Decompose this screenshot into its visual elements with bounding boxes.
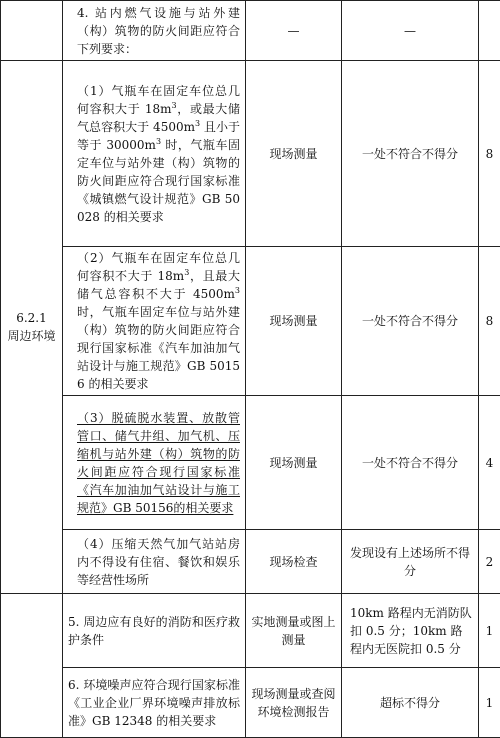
score-cell [479,530,500,594]
score-text: 1 [486,624,494,638]
section-cell [1,61,63,594]
score-text: 8 [486,314,494,328]
table-row [1,1,500,61]
requirement-cell [63,396,246,530]
section-number: 6.2.1 [6,309,57,327]
section-title: 周边环境 [6,327,57,345]
score-text: 8 [486,147,494,161]
method-cell [246,61,342,247]
score-cell [479,594,500,668]
requirement-cell [63,668,246,738]
criterion-cell [342,396,479,530]
criterion-text: 超标不得分 [380,696,440,710]
method-text: 现场测量 [269,314,317,328]
requirement-cell [63,530,246,594]
table-row [1,594,500,668]
method-cell [246,1,342,61]
criterion-cell [342,668,479,738]
criterion-text: 一处不符合不得分 [362,314,458,328]
method-text: 现场测量 [269,147,317,161]
requirement-text: 5. 周边应有良好的消防和医疗救护条件 [68,615,240,647]
method-cell [246,247,342,396]
criterion-text: 10km 路程内无消防队扣 0.5 分；10km 路程内无医院扣 0.5 分 [350,606,472,656]
score-cell [479,1,500,61]
method-text: 现场检查 [269,555,317,569]
score-cell [479,668,500,738]
criterion-cell [342,1,479,61]
method-cell [246,668,342,738]
table-row [1,396,500,530]
criterion-text: — [404,24,416,38]
requirement-cell [63,247,246,396]
method-text: 现场测量或查阅环境检测报告 [251,687,335,719]
criterion-cell [342,247,479,396]
requirement-text: （2）气瓶车在固定车位总几何容积不大于 $18m^3$，且最大储气总容积不大于 $4500m^3$ 时，气瓶车固定车位与站外建（构）筑物的防火间距应符合现行国家标准《汽车加油加气站设计与施工规范》GB 50156 的相关要求 [77,251,240,391]
criterion-text: 发现设有上述场所不得分 [350,546,470,578]
score-text: 2 [486,555,494,569]
criterion-text: 一处不符合不得分 [362,147,458,161]
requirement-cell [63,61,246,247]
requirement-text: 6. 环境噪声应符合现行国家标准《工业企业厂界环境噪声排放标准》GB 12348 的相关要求 [68,678,240,728]
table-row [1,61,500,247]
requirement-text: （1）气瓶车在固定车位总几何容积大于 $18m^3$，或最大储气总容积大于 $4500m^3$ 且小于等于 $30000m^3$ 时，气瓶车固定车位与站外建（构）筑物的防火间距应符合现行国家标准《城镇燃气设计规范》GB 50028 的相关要求 [77,84,240,224]
requirement-text: 4. 站内燃气设施与站外建（构）筑物的防火间距应符合下列要求： [77,6,240,56]
requirement-text: （3）脱硫脱水装置、放散管管口、储气井组、加气机、压缩机与站外建（构）筑物的防火间距应符合现行国家标准《汽车加油加气站设计与施工规范》GB 50156的相关要求 [77,411,240,515]
method-cell [246,530,342,594]
requirement-text: （4）压缩天然气加气站站房内不得设有住宿、餐饮和娱乐等经营性场所 [77,537,240,587]
score-cell [479,247,500,396]
table-row [1,668,500,738]
score-text: 1 [486,696,494,710]
method-cell [246,594,342,668]
table-row [1,247,500,396]
method-cell [246,396,342,530]
score-text: 4 [486,456,494,470]
criterion-cell [342,594,479,668]
method-text: — [288,24,300,38]
section-cell-bottom [1,594,63,738]
score-cell [479,61,500,247]
requirement-cell [63,594,246,668]
requirement-cell [63,1,246,61]
criterion-cell [342,61,479,247]
criterion-text: 一处不符合不得分 [362,456,458,470]
method-text: 实地测量或图上测量 [251,615,335,647]
table-row [1,530,500,594]
score-cell [479,396,500,530]
section-cell-top [1,1,63,61]
method-text: 现场测量 [269,456,317,470]
criterion-cell [342,530,479,594]
